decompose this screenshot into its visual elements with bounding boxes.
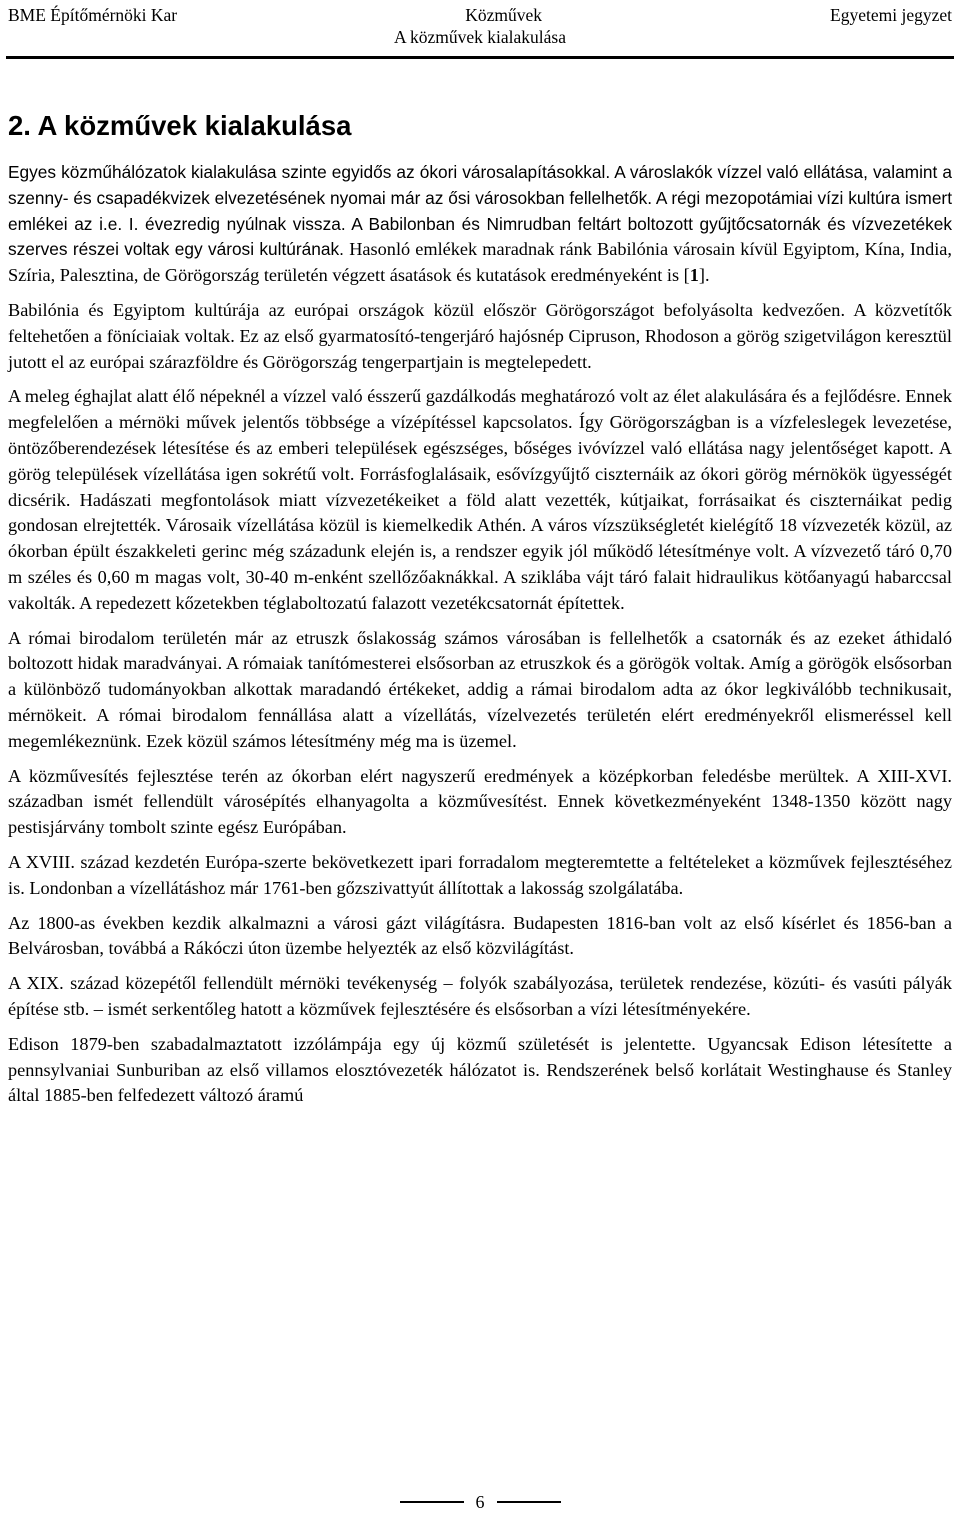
citation-end: ]. bbox=[698, 265, 710, 286]
paragraph-2: Babilónia és Egyiptom kultúrája az európai országok közül először Görögországot befolyásolta kedvezően. A közvetítők feltehetően a föníciaiak voltak. Ez az első gyarmatosító-tengerjáró hajósnép Cipruson, Rhodoson a görög szigetvilágon keresztül jutott el az európai szárazföldre és Görögország tengerpartjain is megtelepedett. bbox=[8, 299, 952, 372]
citation-ref: 1 bbox=[689, 265, 699, 286]
paragraph-7: Az 1800-as években kezdik alkalmazni a városi gázt világításra. Budapesten 1816-ban volt az első kísérlet és 1856-ban a Belvárosban, továbbá a Rákóczi úton üzembe helyezték az első közvilágítást. bbox=[8, 912, 952, 959]
paragraph-8: A XIX. század közepétől fellendült mérnöki tevékenység – folyók szabályozása, területek rendezése, közúti- és vasúti pályák építése stb. – ismét serkentőleg hatott a közművek fejlesztésére és elsősorban a vízi létesítményekére. bbox=[8, 973, 952, 1019]
header-course: Közművek bbox=[465, 5, 542, 25]
header-row bbox=[8, 4, 952, 26]
page-number: 6 bbox=[475, 1492, 485, 1512]
page-header bbox=[8, 4, 952, 48]
header-rule bbox=[6, 56, 954, 59]
footer-rule-right bbox=[497, 1501, 561, 1503]
paragraph-1-text-2: Hasonló emlékek maradnak ránk Babilónia városain kívül Egyiptom, Kína, India, Szíria, Palesztina, de Görögország területén végzett ásatások és kutatások eredményeként is [ bbox=[8, 239, 952, 286]
paragraph-1-text: Egyes közműhálózatok kialakulása szinte egyidős az ókori városalapításokkal. A városlakók vízzel való ellátása, valamint a szenny- és csapadékvizek elvezetésének nyomai már az ősi városokban fellelhetők. A régi mezopotámiai vízi kultúra ismert emlékei az i.e. I. évezredig nyúlnak vissza. A Babilonban és Nimrudban feltárt boltozott gyűjtőcsatornák és vízvezetékek szerves részei voltak egy városi kultúrának. bbox=[8, 162, 952, 260]
paragraph-4: A római birodalom területén már az etruszk őslakosság számos városában is fellelhetők a csatornák és az ezeket áthidaló boltozott hidak maradványai. A rómaiak tanítómesterei elsősorban az etruszkok és a görögök voltak. Amíg a görögök elsősorban a különböző tudományokban alkottak maradandó értékeket, addig a rámai birodalom adta az ókor legkiválóbb technikusait, mérnökeit. A római birodalom fennállása alatt a vízellátás, vízelvezetés területén elért eredményekről elismeréssel kell megemlékeznünk. Ezek közül számos létesítmény még ma is üzemel. bbox=[8, 627, 952, 751]
paragraph-9: Edison 1879-ben szabadalmaztatott izzólámpája egy új közmű születését is jelentette. Ugyancsak Edison létesítette a pennsylvaniai Sunburiban az első villamos elosztóvezeték hálózatot is. Rendszerének belső korlátait Westinghause és Stanley által 1885-ben felfedezett változó áramú bbox=[8, 1033, 952, 1106]
header-doc-type: Egyetemi jegyzet bbox=[830, 5, 952, 25]
footer-rule-left bbox=[400, 1501, 464, 1503]
paragraph-3: A meleg éghajlat alatt élő népeknél a vízzel való ésszerű gazdálkodás meghatározó volt az élet alakulására és a fejlődésre. Ennek megfelelően a mérnöki művek jelentős többsége a vízépítéssel kapcsolatos. Így Görögországban is a vízfeleslegek levezetése, öntözőberendezések létesítése és az emberi települések egészséges, bőséges ivóvízzel való ellátása nagy jelentőséget kapott. A görög települések vízellátása igen sokrétű volt. Forrásfoglalásaik, esővízgyűjtő ciszternáik az ókori görög mérnökök ügyességét dicsérik. Hadászati megfontolások miatt vízvezetékeiket a föld alatt vezették, kútjaikat, forrásaikat és ciszternáikat pedig gondosan elrejtették. Városaik vízellátása közül is kiemelkedik Athén. A város vízszükségletét kielégítő 18 vízvezeték közül, az ókorban épült északkeleti gerinc még századunk elején is, a rendszer egyik jól működő létesítménye volt. A vízvezető táró 0,70 m széles és 0,60 m magas volt, 30-40 m-enként szellőzőaknákkal. A sziklába vájt táró falait hidraulikus kötőanyagú habarccsal vakolták. A repedezett kőzetekben téglaboltozatú falazott vezetékcsatornát építettek. bbox=[8, 386, 952, 613]
paragraph-6: A XVIII. század kezdetén Európa-szerte bekövetkezett ipari forradalom megteremtette a feltételeket a közművek fejlesztéséhez is. Londonban a vízellátáshoz már 1761-ben gőzszivattyút állítottak a lakosság szolgálatába. bbox=[8, 851, 952, 898]
paragraph-5: A közművesítés fejlesztése terén az ókorban elért nagyszerű eredmények a középkorban feledésbe merültek. A XIII-XVI. században ismét fellendült városépítés elhanyagolta a közművesítést. Ennek következményeként 1348-1350 között nagy pestisjárvány tombolt szinte egész Európában. bbox=[8, 765, 952, 838]
chapter-heading: 2. A közművek kialakulása bbox=[8, 110, 352, 141]
body-text bbox=[8, 160, 952, 1118]
page-footer bbox=[0, 1491, 960, 1513]
paragraph-1 bbox=[8, 160, 952, 289]
header-chapter: A közművek kialakulása bbox=[393, 27, 567, 47]
header-faculty: BME Építőmérnöki Kar bbox=[8, 5, 178, 25]
